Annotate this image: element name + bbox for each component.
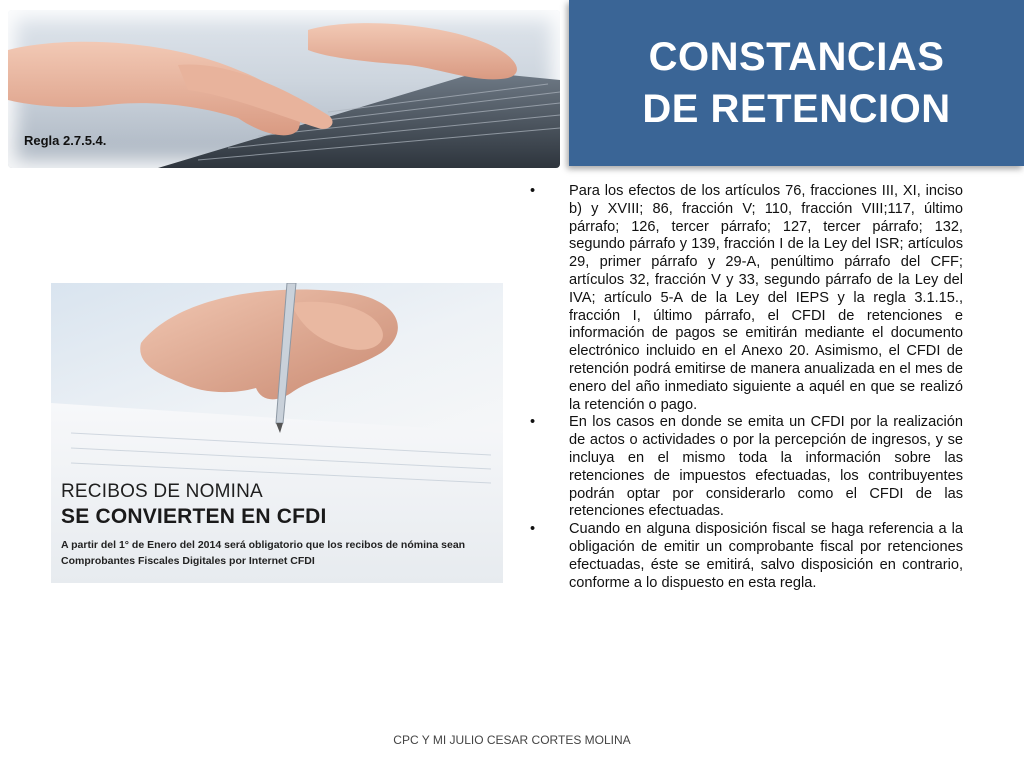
list-item bbox=[530, 414, 963, 521]
payroll-receipt-photo bbox=[51, 283, 503, 583]
signing-illustration bbox=[51, 283, 503, 583]
bullet-icon: • bbox=[530, 414, 536, 431]
receipt-subtext-2: Comprobantes Fiscales Digitales por Internet CFDI bbox=[61, 555, 315, 567]
list-item bbox=[530, 521, 963, 592]
list-item-text: Cuando en alguna disposición fiscal se haga referencia a la obligación de emitir un comprobante fiscal por retenciones efectuadas, éste se emitirá, salvo disposición en contrario, conforme a lo dispuesto en esta regla. bbox=[569, 521, 963, 591]
title-banner bbox=[569, 0, 1024, 166]
receipt-heading: RECIBOS DE NOMINA bbox=[61, 481, 263, 502]
list-item bbox=[530, 183, 963, 414]
slide-footer: CPC Y MI JULIO CESAR CORTES MOLINA bbox=[393, 733, 631, 747]
page-title-line-2: DE RETENCION bbox=[642, 87, 951, 131]
receipt-heading-strong: SE CONVIERTEN EN CFDI bbox=[61, 505, 327, 528]
rule-bullet-list bbox=[530, 183, 963, 592]
bullet-icon: • bbox=[530, 521, 536, 538]
list-item-text: En los casos en donde se emita un CFDI por la realización de actos o actividades o por la percepción de ingresos, y se incluya en el mismo toda la información sobre las retenciones de impuestos efectuadas, los contribuyentes podrán optar por considerarlo como el CFDI de las retenciones efectuadas. bbox=[569, 414, 963, 520]
bullet-icon: • bbox=[530, 183, 536, 199]
receipt-subtext: A partir del 1° de Enero del 2014 será obligatorio que los recibos de nómina sean bbox=[61, 539, 466, 551]
rule-reference: Regla 2.7.5.4. bbox=[24, 133, 107, 148]
page-title-line-1: CONSTANCIAS bbox=[648, 35, 945, 79]
list-item-text: Para los efectos de los artículos 76, fracciones III, XI, inciso b) y XVIII; 86, fracción V; 110, fracción VIII;117, último párrafo; 126, tercer párrafo; 127, tercer párrafo; 132, segundo párrafo y 139, fracción I de la Ley del ISR; artículos 29, primer párrafo y 29-A, penúltimo párrafo del CFF; artículos 32, fracción V y 33, segundo párrafo de la Ley del IVA; artículo 5-A de la Ley del IEPS y la regla 3.1.15., fracción I, último párrafo, el CFDI de retenciones e información de pagos se emitirán mediante el documento electrónico incluido en el Anexo 20. Asimismo, el CFDI de retención podrá emitirse de manera anualizada en el mes de enero del año inmediato siguiente a aquél en que se realizó la retención o pago. bbox=[569, 183, 963, 413]
